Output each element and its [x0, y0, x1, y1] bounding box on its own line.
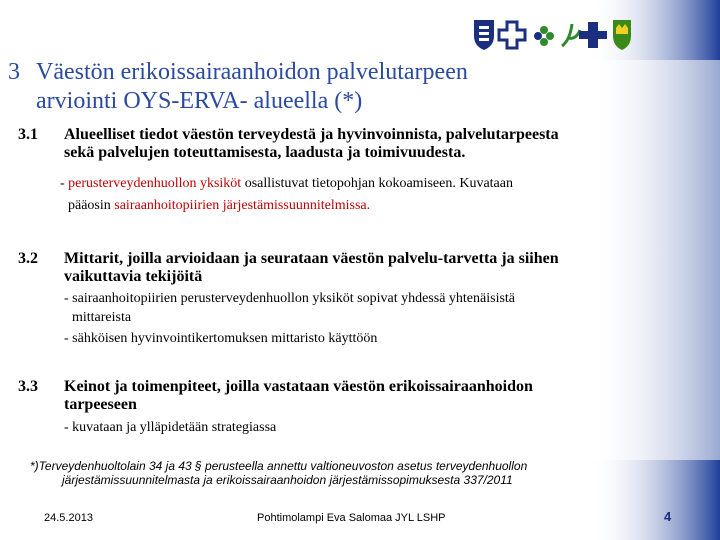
note-highlight: sairaanhoitopiirien	[114, 198, 220, 213]
partner-logos	[470, 16, 635, 52]
footnote-line: *)Terveydenhuoltolain 34 ja 43 § perusteella annettu valtioneuvoston asetus terveydenhuollon	[30, 459, 528, 473]
footer-date: 24.5.2013	[44, 512, 93, 524]
title-number: 3	[8, 59, 20, 85]
note-highlight: perusterveydenhuollon yksiköt	[68, 176, 242, 191]
crown-shield-icon	[613, 20, 631, 50]
coat-of-arms-icon	[474, 20, 494, 50]
section-note	[60, 173, 700, 217]
note-dash: -	[60, 176, 69, 191]
title-line-2: arviointi OYS-ERVA- alueella (*)	[36, 88, 363, 114]
cross-icon	[499, 22, 525, 48]
section-note	[64, 417, 694, 439]
section-heading	[64, 250, 689, 286]
note-line: - sairaanhoitopiirien perusterveydenhuollon yksiköt sopivat yhdessä yhtenäisistä	[64, 291, 516, 306]
footnote	[30, 459, 620, 487]
note-line: - sähköisen hyvinvointikertomuksen mittaristo käyttöön	[64, 331, 378, 346]
section-heading	[64, 378, 689, 414]
section-note	[64, 288, 694, 350]
note-text: pääosin	[68, 198, 115, 213]
plant-icon	[562, 24, 580, 46]
section-heading	[64, 126, 689, 162]
note-text: osallistuvat tietopohjan kokoamiseen. Kuvataan	[241, 176, 513, 191]
clover-icon	[534, 26, 554, 46]
section-heading-line: Mittarit, joilla arvioidaan ja seurataan väestön palvelu-tarvetta ja siihen	[64, 250, 559, 267]
note-highlight: järjestämissuunnitelmissa.	[222, 198, 371, 213]
section-number: 3.3	[18, 378, 38, 395]
footnote-line: järjestämissuunnitelmasta ja erikoissairaanhoidon järjestämissopimuksesta 337/2011	[62, 473, 513, 487]
section-heading-line: vaikuttavia tekijöitä	[64, 268, 203, 285]
section-heading-line: sekä palvelujen toteuttamisesta, laadusta ja toimivuudesta.	[64, 144, 466, 161]
page-number: 4	[664, 509, 672, 524]
section-heading-line: tarpeeseen	[64, 396, 137, 413]
slide-title	[8, 58, 608, 116]
section-heading-line: Alueelliset tiedot väestön terveydestä ja hyvinvoinnista, palvelutarpeesta	[64, 126, 559, 143]
section-number: 3.1	[18, 126, 38, 143]
section-heading-line: Keinot ja toimenpiteet, joilla vastataan väestön erikoissairaanhoidon	[64, 378, 533, 395]
note-line: mittareista	[72, 310, 132, 325]
footer-authors: Pohtimolampi Eva Salomaa JYL LSHP	[257, 512, 446, 524]
section-number: 3.2	[18, 250, 38, 267]
note-line: - kuvataan ja ylläpidetään strategiassa	[64, 420, 277, 435]
medical-cross-icon	[579, 22, 607, 48]
title-line-1: Väestön erikoissairaanhoidon palvelutarpeen	[36, 59, 468, 85]
